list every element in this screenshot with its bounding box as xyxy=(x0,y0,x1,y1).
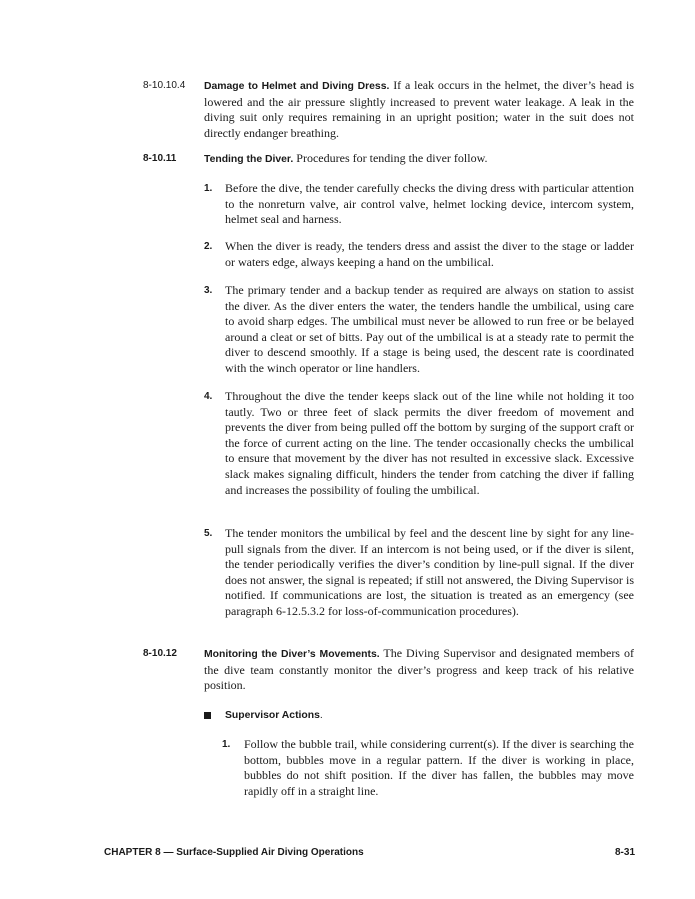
bullet-label xyxy=(225,708,323,724)
list-item-number: 1. xyxy=(204,183,213,194)
section-heading: Monitoring the Diver’s Movements. xyxy=(204,649,380,660)
list-item-number: 4. xyxy=(204,391,213,402)
section-number: 8-10.10.4 xyxy=(143,80,186,91)
square-bullet-icon xyxy=(204,712,211,719)
footer-page-number: 8-31 xyxy=(614,847,635,858)
page-footer xyxy=(104,847,635,861)
section-number: 8-10.11 xyxy=(143,153,177,164)
list-item-text: When the diver is ready, the tenders dress and assist the diver to the stage or ladder or waters edge, always keeping a hand on the umbilical. xyxy=(225,239,634,269)
list-item-text: Before the dive, the tender carefully checks the diving dress with particular attention to the nonreturn valve, air control valve, helmet locking device, intercom system, helmet seal and harness. xyxy=(225,181,634,227)
list-item-text: The primary tender and a backup tender as required are always on station to assist the diver. As the diver enters the water, the tenders handle the umbilical, using care to avoid sharp edges. The umbilical must never be allowed to run free or be belayed around a cleat or set of bitts. Pay out of the umbilical is at a steady rate to permit the diver to descend smoothly. If a stage is being used, the descent rate is coordinated with the winch operator or line handlers. xyxy=(225,283,634,375)
section-text: If a leak occurs in the helmet, the diver’s head is lowered and the air pressure slightly increased to prevent water leakage. A leak in the diving suit only requires remaining in an upright position; water in the suit does not directly endanger breathing. xyxy=(204,78,634,140)
section-number: 8-10.12 xyxy=(143,648,177,659)
list-item-number: 5. xyxy=(204,528,213,539)
section-heading: Damage to Helmet and Diving Dress. xyxy=(204,81,390,92)
supervisor-actions-bullet xyxy=(204,708,634,724)
footer-chapter-title: CHAPTER 8 — Surface-Supplied Air Diving Operations xyxy=(104,847,364,858)
bullet-label-text: Supervisor Actions xyxy=(225,710,320,721)
list-item-text: Follow the bubble trail, while considering current(s). If the diver is searching the bottom, bubbles move in a regular pattern. If the diver is working in place, bubbles do not shift position. If the diver has fallen, the bubbles may move rapidly off in a straight line. xyxy=(244,737,634,798)
list-item-number: 1. xyxy=(222,739,231,750)
section-paragraph xyxy=(204,78,634,141)
list-item-text: The tender monitors the umbilical by feel and the descent line by sight for any line-pull signals from the diver. If an intercom is not being used, or if the diver is silent, the tender periodically verifies the diver’s condition by line-pull signal. If the diver does not answer, the signal is repeated; if still not answered, the Diving Supervisor is notified. If communications are lost, the situation is treated as an emergency (see paragraph 6-12.5.3.2 for loss-of-communication procedures). xyxy=(225,526,634,618)
section-heading: Tending the Diver. xyxy=(204,154,294,165)
section-text: Procedures for tending the diver follow. xyxy=(296,151,488,165)
list-item-text: Throughout the dive the tender keeps slack out of the line while not holding it too tautly. Two or three feet of slack permits the diver freedom of movement and prevents the diver from being pulled off the bottom by surging of the support craft or the force of current acting on the line. The tender occasionally checks the umbilical to ensure that movement by the diver has not resulted in excessive slack. Excessive slack makes signaling difficult, hinders the tender from catching the diver if falling and increases the possibility of fouling the umbilical. xyxy=(225,389,634,497)
list-item-number: 3. xyxy=(204,285,213,296)
bullet-label-suffix: . xyxy=(319,710,323,721)
section-text: The Diving Supervisor and designated members of the dive team constantly monitor the diver’s progress and keep track of his relative position. xyxy=(204,646,634,693)
section-paragraph xyxy=(204,151,634,168)
list-item-number: 2. xyxy=(204,241,213,252)
section-paragraph xyxy=(204,646,634,694)
